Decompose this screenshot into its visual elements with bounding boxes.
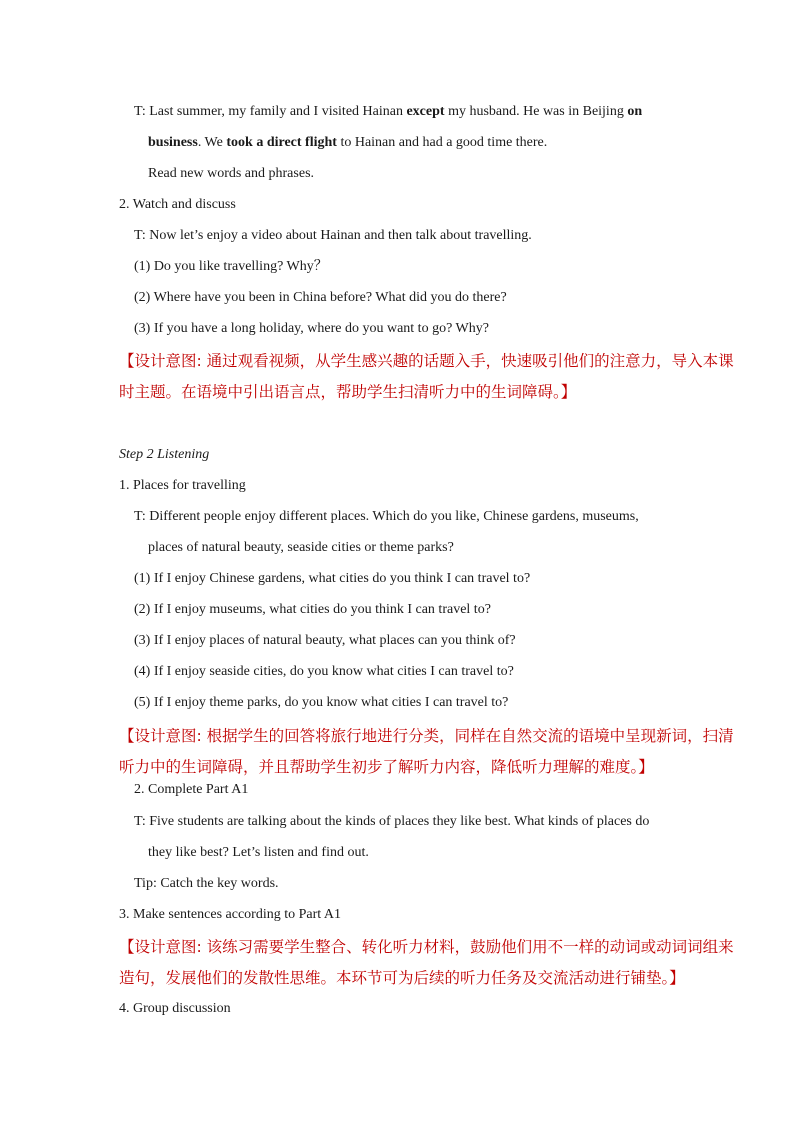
- tip-line: Tip: Catch the key words.: [134, 876, 279, 891]
- question-2: (2) Where have you been in China before? What did you do there?: [134, 290, 507, 305]
- places-question-4: (4) If I enjoy seaside cities, do you know what cities I can travel to?: [134, 664, 514, 679]
- text-segment: T: Last summer, my family and I visited Hainan: [134, 104, 407, 119]
- group-discussion-heading: 4. Group discussion: [119, 1001, 231, 1016]
- question-3: (3) If you have a long holiday, where do you want to go? Why?: [134, 321, 489, 336]
- make-sentences-heading: 3. Make sentences according to Part A1: [119, 907, 341, 922]
- complete-teacher-line2: they like best? Let’s listen and find out.: [148, 845, 369, 860]
- text-segment: my husband. He was in Beijing: [444, 104, 628, 119]
- complete-part-a1-heading: 2. Complete Part A1: [134, 782, 249, 797]
- places-question-3: (3) If I enjoy places of natural beauty, what places can you think of?: [134, 633, 516, 648]
- design-intent-2-line1: 【设计意图: 根据学生的回答将旅行地进行分类，同样在自然交流的语境中呈现新词，扫清: [119, 727, 734, 745]
- places-teacher-line2: places of natural beauty, seaside cities or theme parks?: [148, 540, 454, 555]
- watch-teacher-line: T: Now let’s enjoy a video about Hainan and then talk about travelling.: [134, 228, 532, 243]
- design-intent-3-line1: 【设计意图: 该练习需要学生整合、转化听力材料，鼓励他们用不一样的动词或动词词组来: [119, 938, 734, 956]
- bold-phrase-except: except: [406, 104, 445, 119]
- places-question-2: (2) If I enjoy museums, what cities do you think I can travel to?: [134, 602, 491, 617]
- text-segment: to Hainan and had a good time there.: [336, 135, 548, 150]
- read-new-words: Read new words and phrases.: [148, 166, 315, 181]
- places-heading: 1. Places for travelling: [119, 478, 246, 493]
- question-1: (1) Do you like travelling? Why？: [134, 259, 328, 274]
- design-intent-2-line2: 听力中的生词障碍，并且帮助学生初步了解听力内容，降低听力理解的难度。】: [119, 758, 654, 776]
- design-intent-1-line2: 时主题。在语境中引出语言点，帮助学生扫清听力中的生词障碍。】: [119, 383, 577, 401]
- bold-phrase-business: business: [148, 135, 198, 150]
- bold-phrase-direct-flight: took a direct flight: [226, 135, 337, 150]
- complete-teacher-line1: T: Five students are talking about the kinds of places they like best. What kinds of places do: [134, 814, 650, 829]
- teacher-line-business: [148, 134, 547, 152]
- step2-title: Step 2 Listening: [119, 447, 210, 462]
- design-intent-1-line1: 【设计意图: 通过观看视频，从学生感兴趣的话题入手，快速吸引他们的注意力，导入本课: [119, 352, 734, 370]
- places-teacher-line1: T: Different people enjoy different places. Which do you like, Chinese gardens, museums,: [134, 509, 639, 524]
- places-question-1: (1) If I enjoy Chinese gardens, what cities do you think I can travel to?: [134, 571, 531, 586]
- text-segment: . We: [197, 135, 227, 150]
- teacher-line-hainan: [134, 103, 642, 121]
- places-question-5: (5) If I enjoy theme parks, do you know what cities I can travel to?: [134, 695, 509, 710]
- design-intent-3-line2: 造句，发展他们的发散性思维。本环节可为后续的听力任务及交流活动进行铺垫。】: [119, 969, 685, 987]
- watch-discuss-heading: 2. Watch and discuss: [119, 197, 236, 212]
- bold-phrase-on: on: [627, 104, 643, 119]
